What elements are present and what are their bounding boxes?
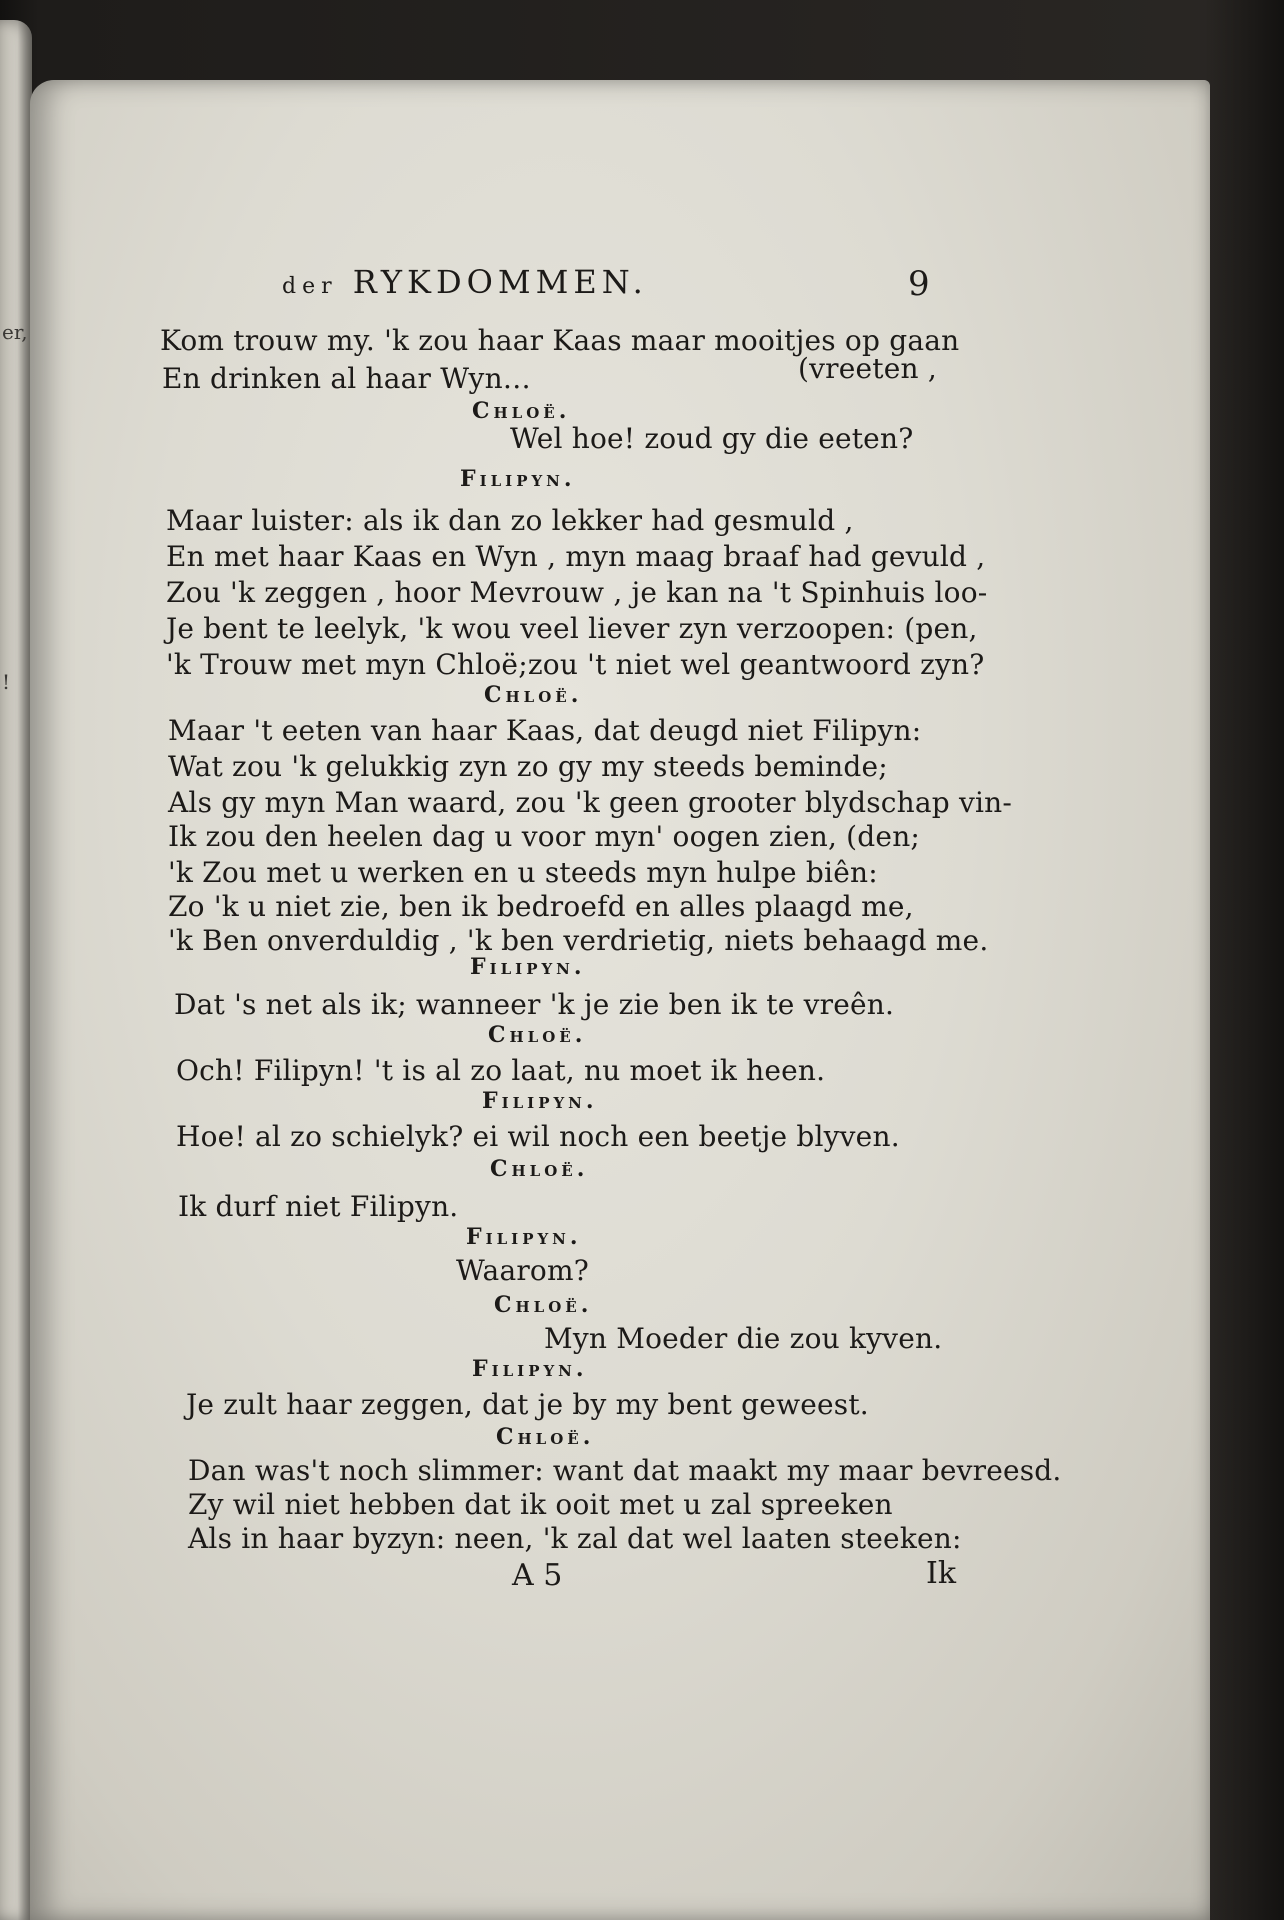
header-title: RYKDOMMEN. [352, 263, 648, 301]
running-header [282, 262, 648, 307]
speaker-label: Filipyn. [482, 1088, 598, 1114]
text-line: 'k Trouw met myn Chloë;zou 't niet wel geantwoord zyn? [166, 648, 985, 681]
text-line: Zou 'k zeggen , hoor Mevrouw , je kan na 't Spinhuis loo- [166, 576, 988, 609]
text-line: Wat zou 'k gelukkig zyn zo gy my steeds beminde; [168, 750, 888, 783]
text-line: Dat 's net als ik; wanneer 'k je zie ben ik te vreên. [174, 988, 895, 1021]
text-line: En met haar Kaas en Wyn , myn maag braaf had gevuld , [166, 540, 986, 573]
text-line: Als in haar byzyn: neen, 'k zal dat wel laaten steeken: [188, 1522, 962, 1555]
speaker-label: Chloë. [496, 1424, 595, 1450]
text-line: Zo 'k u niet zie, ben ik bedroefd en alles plaagd me, [168, 890, 914, 923]
speaker-label: Chloë. [472, 398, 571, 424]
page-number: 9 [908, 264, 930, 304]
text-line: Maar 't eeten van haar Kaas, dat deugd niet Filipyn: [168, 714, 922, 747]
text-line: En drinken al haar Wyn… [162, 362, 532, 395]
speaker-label: Filipyn. [466, 1224, 582, 1250]
speaker-label: Chloë. [484, 682, 583, 708]
text-line: Als gy myn Man waard, zou 'k geen grooter blydschap vin- [168, 786, 1013, 819]
header-prefix: der [282, 274, 338, 299]
text-line: 'k Zou met u werken en u steeds myn hulpe biên: [168, 856, 878, 889]
facing-page-fragment: ! [2, 670, 11, 694]
speaker-label: Chloë. [494, 1292, 593, 1318]
text-line: Ik durf niet Filipyn. [178, 1190, 459, 1223]
facing-page-fragment: er, [2, 320, 28, 344]
speaker-label: Filipyn. [460, 466, 576, 492]
text-line: Myn Moeder die zou kyven. [544, 1322, 943, 1355]
text-line: Zy wil niet hebben dat ik ooit met u zal spreeken [188, 1488, 893, 1521]
speaker-label: Chloë. [490, 1156, 589, 1182]
text-line: Dan was't noch slimmer: want dat maakt my maar bevreesd. [188, 1454, 1062, 1487]
text-line: Maar luister: als ik dan zo lekker had gesmuld , [166, 504, 854, 537]
text-line: Hoe! al zo schielyk? ei wil noch een beetje blyven. [176, 1120, 900, 1153]
text-line: Wel hoe! zoud gy die eeten? [510, 422, 914, 455]
text-line: Je bent te leelyk, 'k wou veel liever zyn verzoopen: (pen, [166, 612, 978, 645]
catchword: Ik [926, 1556, 957, 1591]
text-line: Je zult haar zeggen, dat je by my bent geweest. [186, 1388, 869, 1421]
text-line: (vreeten , [798, 352, 937, 385]
signature-mark: A 5 [512, 1558, 563, 1593]
text-line: Waarom? [456, 1254, 589, 1287]
text-line: 'k Ben onverduldig , 'k ben verdrietig, niets behaagd me. [168, 924, 989, 957]
text-line: Ik zou den heelen dag u voor myn' oogen zien, (den; [168, 820, 921, 853]
text-line: Och! Filipyn! 't is al zo laat, nu moet ik heen. [176, 1054, 826, 1087]
text-line: Kom trouw my. 'k zou haar Kaas maar mooitjes op gaan [160, 324, 960, 357]
speaker-label: Chloë. [488, 1022, 587, 1048]
speaker-label: Filipyn. [470, 954, 586, 980]
speaker-label: Filipyn. [472, 1356, 588, 1382]
